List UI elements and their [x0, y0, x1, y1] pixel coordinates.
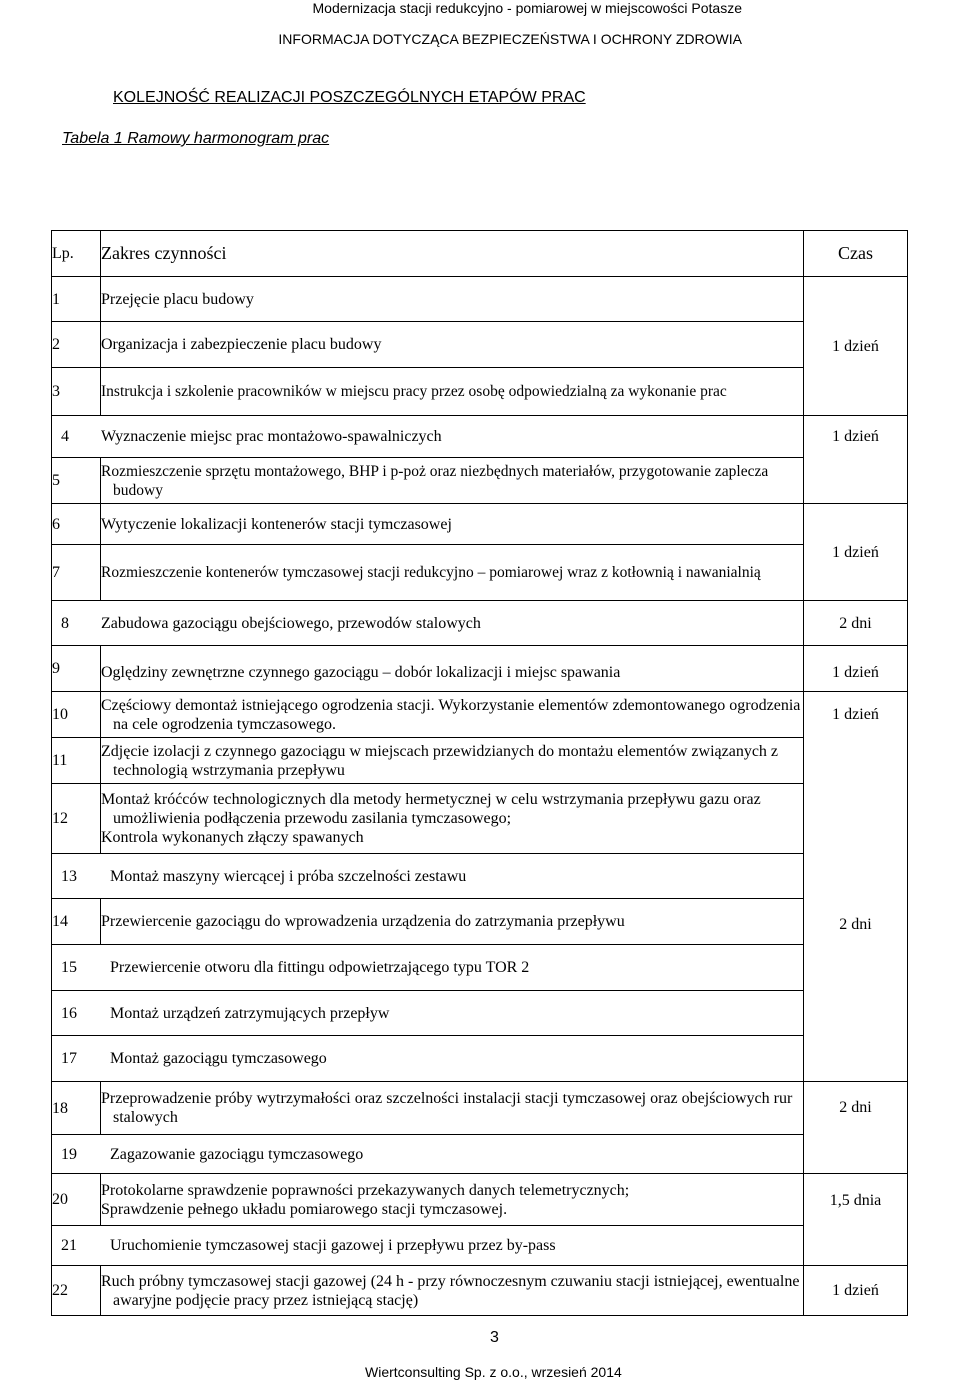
header-project-title: Modernizacja stacji redukcyjno - pomiarowej w miejscowości Potasze [312, 0, 742, 16]
row-description [101, 1082, 804, 1135]
row-number: 15 [61, 959, 77, 976]
row-description-text: Ruch próbny tymczasowej stacji gazowej (24 h - przy równoczesnym czuwaniu stacji istniejącej, ewentualne awaryjne podjęcie pracy przez istniejącą stację) [101, 1272, 800, 1309]
row-number: 7 [52, 545, 101, 601]
row-description [52, 1226, 804, 1266]
row-description [52, 416, 804, 458]
row-description-text: Zabudowa gazociągu obejściowego, przewodów stalowych [101, 614, 481, 632]
row-description: Przewiercenie gazociągu do wprowadzenia urządzenia do zatrzymania przepływu [101, 899, 804, 945]
column-header-scope: Zakres czynności [101, 231, 804, 277]
table-row [52, 1174, 908, 1226]
column-header-time: Czas [804, 231, 908, 277]
row-number: 13 [61, 867, 77, 885]
row-time: 2 dni [839, 915, 872, 933]
section-heading: KOLEJNOŚĆ REALIZACJI POSZCZEGÓLNYCH ETAPÓW PRAC [113, 89, 586, 106]
footer: Wiertconsulting Sp. z o.o., wrzesień 2014 [365, 1364, 622, 1380]
row-description-note: Kontrola wykonanych złączy spawanych [101, 829, 364, 846]
row-number: 16 [61, 1004, 77, 1022]
row-time: 2 dni [804, 1082, 908, 1174]
table-caption: Tabela 1 Ramowy harmonogram prac [62, 130, 330, 147]
row-description [101, 692, 804, 738]
table-row [52, 1082, 908, 1135]
row-description [52, 601, 804, 646]
row-number: 22 [52, 1266, 101, 1316]
row-number: 4 [61, 428, 69, 445]
row-number: 2 [52, 322, 101, 368]
schedule-table [51, 230, 908, 1316]
row-number: 12 [52, 784, 101, 854]
table-row [52, 784, 908, 854]
row-time: 1 dzień [804, 1266, 908, 1316]
row-description-text: Rozmieszczenie kontenerów tymczasowej stacji redukcyjno – pomiarowej wraz z kotłownią i nawanialnią [101, 564, 761, 581]
row-description-note: Sprawdzenie pełnego układu pomiarowego stacji tymczasowej. [101, 1200, 508, 1218]
row-description: Wytyczenie lokalizacji kontenerów stacji tymczasowej [101, 504, 804, 545]
row-description-text: Zagazowanie gazociągu tymczasowego [110, 1145, 364, 1163]
row-description [101, 1266, 804, 1316]
row-description-text: Rozmieszczenie sprzętu montażowego, BHP i p-poż oraz niezbędnych materiałów, przygotowanie zaplecza budowy [101, 462, 769, 499]
row-number: 5 [52, 458, 101, 504]
row-description [52, 945, 804, 991]
page-number: 3 [490, 1329, 499, 1346]
row-number: 14 [52, 899, 101, 945]
table-row [52, 277, 908, 322]
row-number: 1 [52, 277, 101, 322]
table-row [52, 504, 908, 545]
table-row [52, 692, 908, 738]
time-merged-cell [804, 738, 908, 1082]
header-document-type: INFORMACJA DOTYCZĄCA BEZPIECZEŃSTWA I OCHRONY ZDROWIA [278, 31, 742, 47]
row-description-text: Instrukcja i szkolenie pracowników w miejscu pracy przez osobę odpowiedzialną za wykonanie prac [101, 383, 727, 400]
row-time: 1 dzień [804, 504, 908, 601]
row-description-text: Częściowy demontaż istniejącego ogrodzenia stacji. Wykorzystanie elementów zdemontowanego ogrodzenia na cele ogrodzenia tymczasowego. [101, 696, 801, 733]
row-number: 19 [61, 1145, 77, 1163]
row-number: 18 [52, 1082, 101, 1135]
table-row [52, 1226, 908, 1266]
row-number: 3 [52, 368, 101, 416]
row-number: 6 [52, 504, 101, 545]
column-header-lp: Lp. [52, 231, 101, 277]
row-description-text: Protokolarne sprawdzenie poprawności przekazywanych danych telemetrycznych; [101, 1181, 630, 1199]
row-description-text: Montaż urządzeń zatrzymujących przepływ [110, 1004, 390, 1022]
row-time: 2 dni [804, 601, 908, 646]
row-description: Przejęcie placu budowy [101, 277, 804, 322]
row-description-text: Przeprowadzenie próby wytrzymałości oraz szczelności instalacji stacji tymczasowej oraz obejściowych rur stalowych [101, 1090, 793, 1126]
table-header-row [52, 231, 908, 277]
row-description-text: Uruchomienie tymczasowej stacji gazowej i przepływu przez by-pass [110, 1237, 556, 1254]
row-description-text: Zdjęcie izolacji z czynnego gazociągu w miejscach przewidzianych do montażu elementów związanych z technologią wstrzymania przepływu [101, 742, 779, 779]
table-row [52, 322, 908, 368]
row-description [52, 1135, 804, 1174]
row-description [101, 458, 804, 504]
row-description [101, 784, 804, 854]
table-row [52, 646, 908, 692]
table-row [52, 945, 908, 991]
table-row [52, 1135, 908, 1174]
row-number: 20 [52, 1174, 101, 1226]
row-description [52, 1036, 804, 1082]
row-time: 1 dzień [804, 277, 908, 416]
row-number: 8 [61, 614, 69, 632]
row-description [52, 854, 804, 899]
row-description [101, 738, 804, 784]
table-row [52, 899, 908, 945]
row-number: 9 [52, 646, 101, 692]
table-row [52, 1266, 908, 1316]
row-description: Organizacja i zabezpieczenie placu budowy [101, 322, 804, 368]
table-row [52, 545, 908, 601]
row-description [52, 991, 804, 1036]
row-description-text: Wyznaczenie miejsc prac montażowo-spawalniczych [101, 428, 442, 445]
row-description-text: Montaż gazociągu tymczasowego [110, 1050, 327, 1067]
table-row [52, 368, 908, 416]
row-number: 11 [52, 738, 101, 784]
row-description [101, 1174, 804, 1226]
row-time: 1,5 dnia [804, 1174, 908, 1266]
row-time: 1 dzień [804, 692, 908, 738]
row-time: 1 dzień [804, 646, 908, 692]
row-number: 21 [61, 1237, 77, 1254]
row-description [101, 545, 804, 601]
table-row [52, 1036, 908, 1082]
row-number: 17 [61, 1050, 77, 1067]
table-row [52, 416, 908, 458]
row-description-text: Montaż króćców technologicznych dla metody hermetycznej w celu wstrzymania przepływu gazu oraz umożliwienia podłączenia przewodu zasilania tymczasowego; [101, 791, 761, 827]
row-description-text: Przewiercenie otworu dla fittingu odpowietrzającego typu TOR 2 [110, 959, 530, 976]
table-row [52, 601, 908, 646]
row-description [101, 368, 804, 416]
table-row [52, 854, 908, 899]
table-row [52, 738, 908, 784]
row-description: Oględziny zewnętrzne czynnego gazociągu – dobór lokalizacji i miejsc spawania [101, 646, 804, 692]
table-row [52, 458, 908, 504]
table-row [52, 991, 908, 1036]
row-number: 10 [52, 692, 101, 738]
row-description-text: Montaż maszyny wiercącej i próba szczelności zestawu [110, 867, 467, 885]
row-time: 1 dzień [804, 416, 908, 504]
